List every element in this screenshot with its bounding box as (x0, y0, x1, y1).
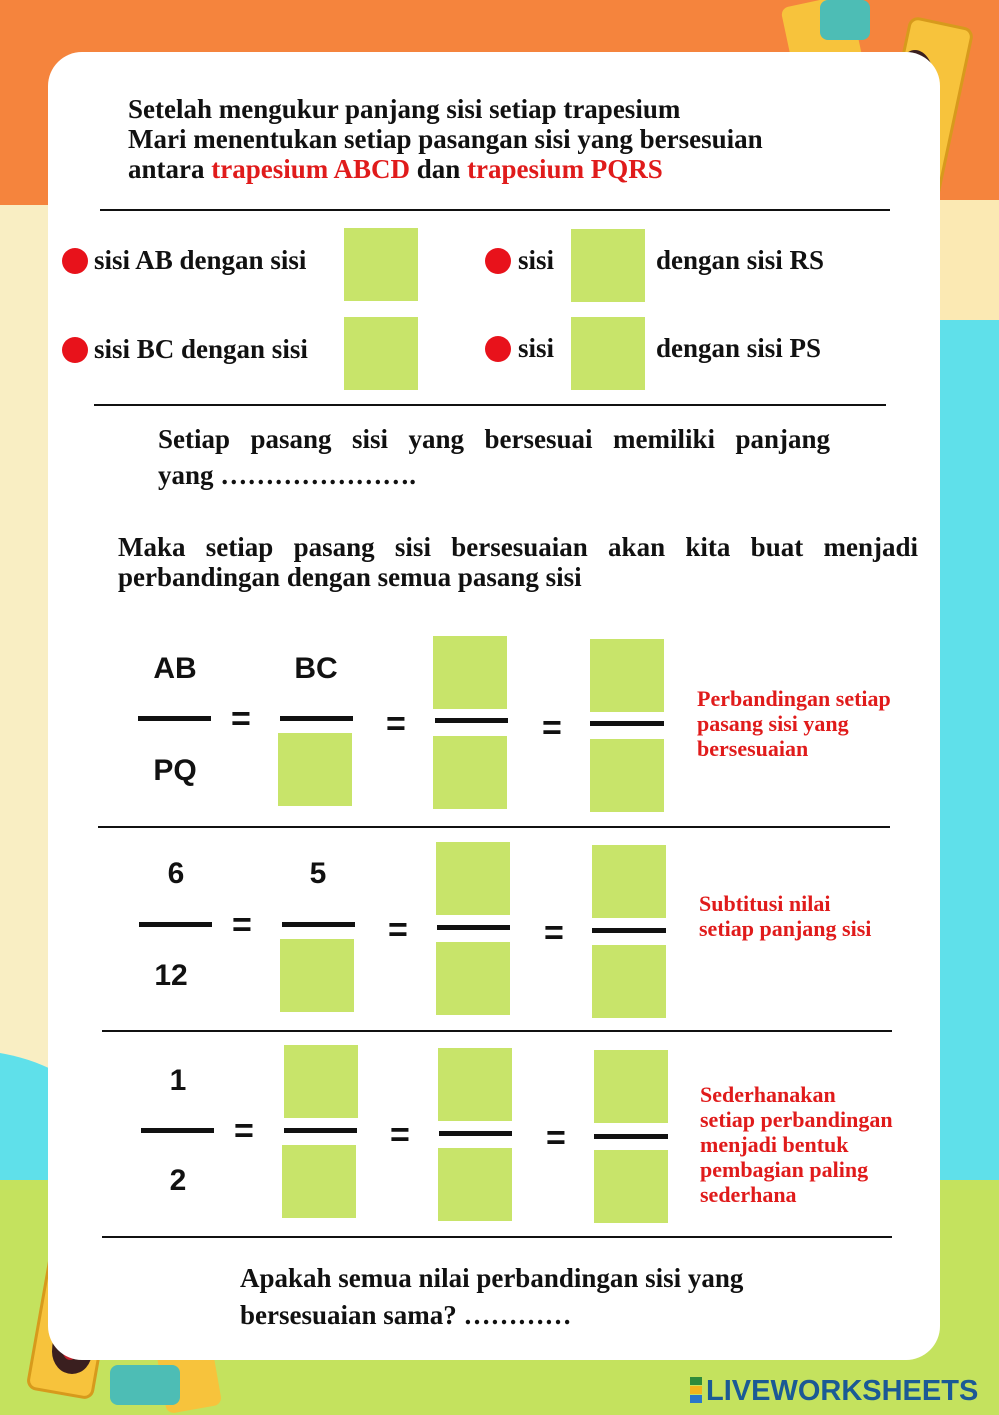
equals-sign: = (546, 1119, 566, 1157)
answer-box-row3-den3[interactable] (438, 1148, 512, 1221)
fraction-numerator-1: 1 (169, 1064, 187, 1097)
question-line-2: bersesuaian sama? ………… (240, 1300, 572, 1330)
bullet-dot (485, 336, 511, 362)
divider-4 (102, 1030, 892, 1032)
eraser-teal-decoration-top (820, 0, 870, 40)
answer-box-row1-den2[interactable] (278, 733, 352, 806)
answer-box-row3-num4[interactable] (594, 1050, 668, 1123)
equals-sign: = (232, 906, 252, 944)
fraction-line (141, 1128, 214, 1133)
answer-box-row3-den4[interactable] (594, 1150, 668, 1223)
fraction-line (437, 925, 510, 930)
answer-box-row1-num3[interactable] (433, 636, 507, 709)
fraction-numerator-bc: BC (294, 652, 338, 685)
equals-sign: = (388, 911, 408, 949)
fraction-line (439, 1131, 512, 1136)
bullet-dot (62, 248, 88, 274)
fraction-line (280, 716, 353, 721)
row2-note: Subtitusi nilai setiap panjang sisi (699, 891, 872, 941)
answer-box-row2-num3[interactable] (436, 842, 510, 915)
intro-line-2: Mari menentukan setiap pasangan sisi yang bersesuian (128, 124, 763, 154)
answer-box-row1-num4[interactable] (590, 639, 664, 712)
answer-box-row2-den4[interactable] (592, 945, 666, 1018)
bullet-dot (62, 337, 88, 363)
trapesium-abcd-label: trapesium ABCD (211, 154, 411, 184)
fraction-line (590, 721, 664, 726)
equals-sign: = (542, 709, 562, 747)
equals-sign: = (234, 1112, 254, 1150)
brand-name: LIVEWORKSHEETS (706, 1375, 979, 1407)
divider-3 (98, 826, 890, 828)
answer-box-row2-den2[interactable] (280, 939, 354, 1012)
fraction-line (139, 922, 212, 927)
fraction-numerator-5: 5 (309, 857, 327, 890)
fraction-numerator-ab: AB (153, 652, 197, 685)
answer-box-pair-ps[interactable] (571, 317, 645, 390)
trapesium-pqrs-label: trapesium PQRS (467, 154, 663, 184)
pair-ps-suffix: dengan sisi PS (656, 333, 822, 363)
row3-note: Sederhanakan setiap perbandingan menjadi bentuk pembagian paling sederhana (700, 1082, 893, 1207)
divider-2 (94, 404, 886, 406)
equals-sign: = (386, 705, 406, 743)
fraction-numerator-6: 6 (167, 857, 185, 890)
fraction-line (435, 718, 508, 723)
answer-box-row2-den3[interactable] (436, 942, 510, 1015)
answer-box-pair-rs[interactable] (571, 229, 645, 302)
answer-box-row1-den3[interactable] (433, 736, 507, 809)
pair-ab-label: sisi AB dengan sisi (94, 245, 307, 275)
pair-rs-suffix: dengan sisi RS (656, 245, 825, 275)
statement-line-2: yang …………………. (158, 460, 417, 490)
intro-line-3: antara trapesium ABCD dan trapesium PQRS (128, 154, 663, 184)
pair-ps-prefix: sisi (518, 333, 555, 363)
divider-1 (100, 209, 890, 211)
fraction-denominator-2: 2 (169, 1164, 187, 1197)
fraction-line (284, 1128, 357, 1133)
equals-sign: = (231, 700, 251, 738)
statement-line-1: Setiap pasang sisi yang bersesuai memiliki panjang (158, 424, 830, 454)
equals-sign: = (390, 1116, 410, 1154)
fraction-line (138, 716, 211, 721)
fraction-denominator-12: 12 (154, 959, 188, 992)
equals-sign: = (544, 914, 564, 952)
answer-box-row1-den4[interactable] (590, 739, 664, 812)
instruction-line-2: perbandingan dengan semua pasang sisi (118, 562, 582, 592)
liveworksheets-logo-icon (690, 1377, 702, 1403)
answer-box-row3-num2[interactable] (284, 1045, 358, 1118)
eraser-teal-decoration-bottom (110, 1365, 180, 1405)
answer-box-row3-den2[interactable] (282, 1145, 356, 1218)
fraction-line (282, 922, 355, 927)
answer-box-pair-bc[interactable] (344, 317, 418, 390)
instruction-line-1: Maka setiap pasang sisi bersesuaian akan kita buat menjadi (118, 532, 918, 562)
answer-box-row3-num3[interactable] (438, 1048, 512, 1121)
fraction-denominator-pq: PQ (153, 754, 197, 787)
row1-note: Perbandingan setiap pasang sisi yang bersesuaian (697, 686, 891, 761)
answer-box-pair-ab[interactable] (344, 228, 418, 301)
question-line-1: Apakah semua nilai perbandingan sisi yang (240, 1263, 744, 1293)
intro-line-1: Setelah mengukur panjang sisi setiap trapesium (128, 94, 681, 124)
fraction-line (594, 1134, 668, 1139)
pair-bc-label: sisi BC dengan sisi (94, 334, 308, 364)
intro-text (128, 94, 848, 184)
divider-5 (102, 1236, 892, 1238)
answer-box-row2-num4[interactable] (592, 845, 666, 918)
fraction-line (592, 928, 666, 933)
bullet-dot (485, 248, 511, 274)
pair-rs-prefix: sisi (518, 245, 555, 275)
liveworksheets-logo (690, 1375, 978, 1408)
